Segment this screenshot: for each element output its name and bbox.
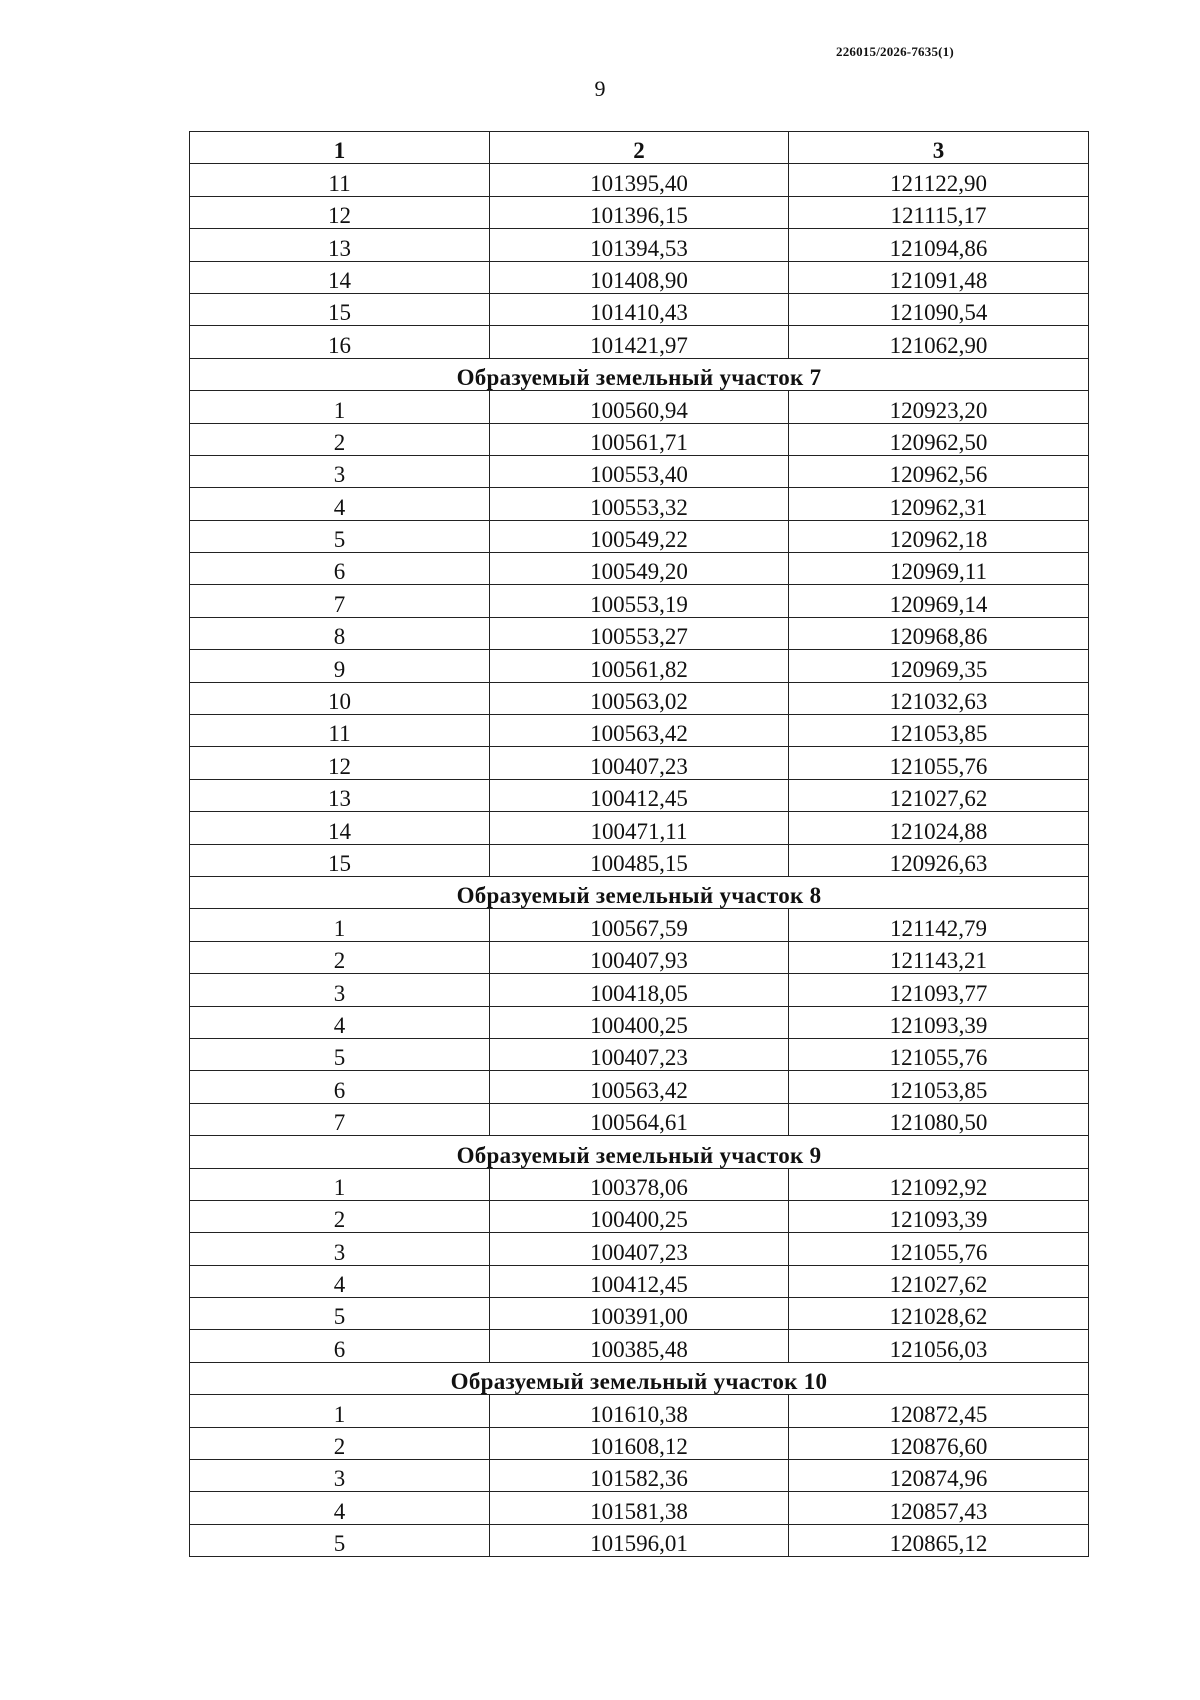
- table-row: [190, 617, 1089, 649]
- x-coordinate-cell: 100412,45: [490, 779, 789, 811]
- table-row: [190, 1330, 1089, 1362]
- x-coordinate-cell: 100561,82: [490, 650, 789, 682]
- table-body: [190, 164, 1089, 1557]
- table-row: [190, 715, 1089, 747]
- y-coordinate-cell: 121093,77: [789, 974, 1089, 1006]
- x-coordinate-cell: 100549,22: [490, 520, 789, 552]
- y-coordinate-cell: 120962,56: [789, 455, 1089, 487]
- table-row: [190, 779, 1089, 811]
- column-header-3: 3: [789, 132, 1089, 164]
- x-coordinate-cell: 100567,59: [490, 909, 789, 941]
- table-row: [190, 1395, 1089, 1427]
- table-row: [190, 909, 1089, 941]
- table-row: [190, 585, 1089, 617]
- section-header-row: [190, 1362, 1089, 1394]
- table-row: [190, 1071, 1089, 1103]
- table-row: [190, 423, 1089, 455]
- point-number-cell: 2: [190, 941, 490, 973]
- section-title: Образуемый земельный участок 9: [190, 1136, 1089, 1168]
- point-number-cell: 6: [190, 1071, 490, 1103]
- y-coordinate-cell: 120968,86: [789, 617, 1089, 649]
- x-coordinate-cell: 100563,42: [490, 1071, 789, 1103]
- table-row: [190, 1006, 1089, 1038]
- y-coordinate-cell: 121090,54: [789, 293, 1089, 325]
- y-coordinate-cell: 120876,60: [789, 1427, 1089, 1459]
- x-coordinate-cell: 100549,20: [490, 553, 789, 585]
- column-header-1: 1: [190, 132, 490, 164]
- y-coordinate-cell: 121143,21: [789, 941, 1089, 973]
- y-coordinate-cell: 120872,45: [789, 1395, 1089, 1427]
- point-number-cell: 12: [190, 196, 490, 228]
- y-coordinate-cell: 121142,79: [789, 909, 1089, 941]
- table-row: [190, 650, 1089, 682]
- x-coordinate-cell: 100391,00: [490, 1298, 789, 1330]
- x-coordinate-cell: 100471,11: [490, 812, 789, 844]
- x-coordinate-cell: 100407,23: [490, 1038, 789, 1070]
- point-number-cell: 6: [190, 1330, 490, 1362]
- y-coordinate-cell: 121091,48: [789, 261, 1089, 293]
- point-number-cell: 7: [190, 1103, 490, 1135]
- section-title: Образуемый земельный участок 7: [190, 358, 1089, 390]
- point-number-cell: 4: [190, 488, 490, 520]
- y-coordinate-cell: 121027,62: [789, 779, 1089, 811]
- y-coordinate-cell: 121092,92: [789, 1168, 1089, 1200]
- y-coordinate-cell: 121024,88: [789, 812, 1089, 844]
- table-row: [190, 682, 1089, 714]
- section-header-row: [190, 358, 1089, 390]
- x-coordinate-cell: 101410,43: [490, 293, 789, 325]
- x-coordinate-cell: 100418,05: [490, 974, 789, 1006]
- x-coordinate-cell: 100553,27: [490, 617, 789, 649]
- x-coordinate-cell: 100407,23: [490, 747, 789, 779]
- y-coordinate-cell: 120969,11: [789, 553, 1089, 585]
- x-coordinate-cell: 100385,48: [490, 1330, 789, 1362]
- point-number-cell: 16: [190, 326, 490, 358]
- table-row: [190, 1168, 1089, 1200]
- point-number-cell: 13: [190, 779, 490, 811]
- table-row: [190, 196, 1089, 228]
- y-coordinate-cell: 121055,76: [789, 1233, 1089, 1265]
- y-coordinate-cell: 121093,39: [789, 1006, 1089, 1038]
- point-number-cell: 1: [190, 391, 490, 423]
- point-number-cell: 2: [190, 1200, 490, 1232]
- y-coordinate-cell: 120969,14: [789, 585, 1089, 617]
- x-coordinate-cell: 100412,45: [490, 1265, 789, 1297]
- table-row: [190, 1298, 1089, 1330]
- point-number-cell: 8: [190, 617, 490, 649]
- x-coordinate-cell: 101581,38: [490, 1492, 789, 1524]
- point-number-cell: 3: [190, 1460, 490, 1492]
- x-coordinate-cell: 100378,06: [490, 1168, 789, 1200]
- x-coordinate-cell: 100485,15: [490, 844, 789, 876]
- y-coordinate-cell: 120962,50: [789, 423, 1089, 455]
- table-row: [190, 1427, 1089, 1459]
- y-coordinate-cell: 121122,90: [789, 164, 1089, 196]
- page-number: 9: [594, 76, 606, 101]
- table-row: [190, 941, 1089, 973]
- x-coordinate-cell: 100553,32: [490, 488, 789, 520]
- table-header-row: [190, 132, 1089, 164]
- table-row: [190, 1103, 1089, 1135]
- y-coordinate-cell: 121115,17: [789, 196, 1089, 228]
- x-coordinate-cell: 101596,01: [490, 1524, 789, 1556]
- point-number-cell: 7: [190, 585, 490, 617]
- point-number-cell: 6: [190, 553, 490, 585]
- point-number-cell: 3: [190, 1233, 490, 1265]
- point-number-cell: 11: [190, 164, 490, 196]
- point-number-cell: 1: [190, 1168, 490, 1200]
- section-title: Образуемый земельный участок 8: [190, 876, 1089, 908]
- table-row: [190, 1460, 1089, 1492]
- y-coordinate-cell: 121093,39: [789, 1200, 1089, 1232]
- table-row: [190, 164, 1089, 196]
- x-coordinate-cell: 100553,40: [490, 455, 789, 487]
- y-coordinate-cell: 121055,76: [789, 1038, 1089, 1070]
- table-row: [190, 488, 1089, 520]
- x-coordinate-cell: 100563,02: [490, 682, 789, 714]
- point-number-cell: 5: [190, 520, 490, 552]
- table-row: [190, 747, 1089, 779]
- x-coordinate-cell: 100407,23: [490, 1233, 789, 1265]
- point-number-cell: 4: [190, 1006, 490, 1038]
- table-row: [190, 553, 1089, 585]
- table-row: [190, 974, 1089, 1006]
- section-title: Образуемый земельный участок 10: [190, 1362, 1089, 1394]
- y-coordinate-cell: 121053,85: [789, 1071, 1089, 1103]
- document-number: 226015/2026-7635(1): [836, 44, 954, 59]
- point-number-cell: 9: [190, 650, 490, 682]
- table-row: [190, 520, 1089, 552]
- x-coordinate-cell: 100560,94: [490, 391, 789, 423]
- point-number-cell: 2: [190, 1427, 490, 1459]
- y-coordinate-cell: 120962,31: [789, 488, 1089, 520]
- point-number-cell: 13: [190, 229, 490, 261]
- point-number-cell: 2: [190, 423, 490, 455]
- x-coordinate-cell: 101395,40: [490, 164, 789, 196]
- table-row: [190, 812, 1089, 844]
- point-number-cell: 3: [190, 974, 490, 1006]
- point-number-cell: 15: [190, 293, 490, 325]
- y-coordinate-cell: 120865,12: [789, 1524, 1089, 1556]
- table-row: [190, 1265, 1089, 1297]
- table-row: [190, 391, 1089, 423]
- point-number-cell: 12: [190, 747, 490, 779]
- y-coordinate-cell: 121062,90: [789, 326, 1089, 358]
- x-coordinate-cell: 100563,42: [490, 715, 789, 747]
- point-number-cell: 1: [190, 1395, 490, 1427]
- table-row: [190, 1524, 1089, 1556]
- coordinates-table: [189, 131, 1089, 1557]
- point-number-cell: 14: [190, 261, 490, 293]
- y-coordinate-cell: 121055,76: [789, 747, 1089, 779]
- table-row: [190, 293, 1089, 325]
- y-coordinate-cell: 120962,18: [789, 520, 1089, 552]
- table-row: [190, 844, 1089, 876]
- table-row: [190, 1492, 1089, 1524]
- x-coordinate-cell: 101421,97: [490, 326, 789, 358]
- point-number-cell: 5: [190, 1524, 490, 1556]
- point-number-cell: 4: [190, 1265, 490, 1297]
- x-coordinate-cell: 101582,36: [490, 1460, 789, 1492]
- column-header-2: 2: [490, 132, 789, 164]
- y-coordinate-cell: 121027,62: [789, 1265, 1089, 1297]
- table-row: [190, 326, 1089, 358]
- x-coordinate-cell: 100553,19: [490, 585, 789, 617]
- table-row: [190, 261, 1089, 293]
- point-number-cell: 15: [190, 844, 490, 876]
- x-coordinate-cell: 101408,90: [490, 261, 789, 293]
- x-coordinate-cell: 101608,12: [490, 1427, 789, 1459]
- table-row: [190, 1200, 1089, 1232]
- table-row: [190, 455, 1089, 487]
- x-coordinate-cell: 100561,71: [490, 423, 789, 455]
- point-number-cell: 5: [190, 1298, 490, 1330]
- y-coordinate-cell: 121028,62: [789, 1298, 1089, 1330]
- point-number-cell: 4: [190, 1492, 490, 1524]
- y-coordinate-cell: 121056,03: [789, 1330, 1089, 1362]
- y-coordinate-cell: 120923,20: [789, 391, 1089, 423]
- x-coordinate-cell: 100400,25: [490, 1200, 789, 1232]
- y-coordinate-cell: 120857,43: [789, 1492, 1089, 1524]
- x-coordinate-cell: 100400,25: [490, 1006, 789, 1038]
- y-coordinate-cell: 121053,85: [789, 715, 1089, 747]
- y-coordinate-cell: 121032,63: [789, 682, 1089, 714]
- section-header-row: [190, 876, 1089, 908]
- point-number-cell: 14: [190, 812, 490, 844]
- section-header-row: [190, 1136, 1089, 1168]
- table-row: [190, 1038, 1089, 1070]
- x-coordinate-cell: 100564,61: [490, 1103, 789, 1135]
- point-number-cell: 10: [190, 682, 490, 714]
- table-row: [190, 229, 1089, 261]
- point-number-cell: 1: [190, 909, 490, 941]
- y-coordinate-cell: 120874,96: [789, 1460, 1089, 1492]
- table-row: [190, 1233, 1089, 1265]
- y-coordinate-cell: 120926,63: [789, 844, 1089, 876]
- x-coordinate-cell: 101610,38: [490, 1395, 789, 1427]
- y-coordinate-cell: 120969,35: [789, 650, 1089, 682]
- point-number-cell: 5: [190, 1038, 490, 1070]
- point-number-cell: 3: [190, 455, 490, 487]
- y-coordinate-cell: 121094,86: [789, 229, 1089, 261]
- x-coordinate-cell: 100407,93: [490, 941, 789, 973]
- x-coordinate-cell: 101396,15: [490, 196, 789, 228]
- point-number-cell: 11: [190, 715, 490, 747]
- y-coordinate-cell: 121080,50: [789, 1103, 1089, 1135]
- x-coordinate-cell: 101394,53: [490, 229, 789, 261]
